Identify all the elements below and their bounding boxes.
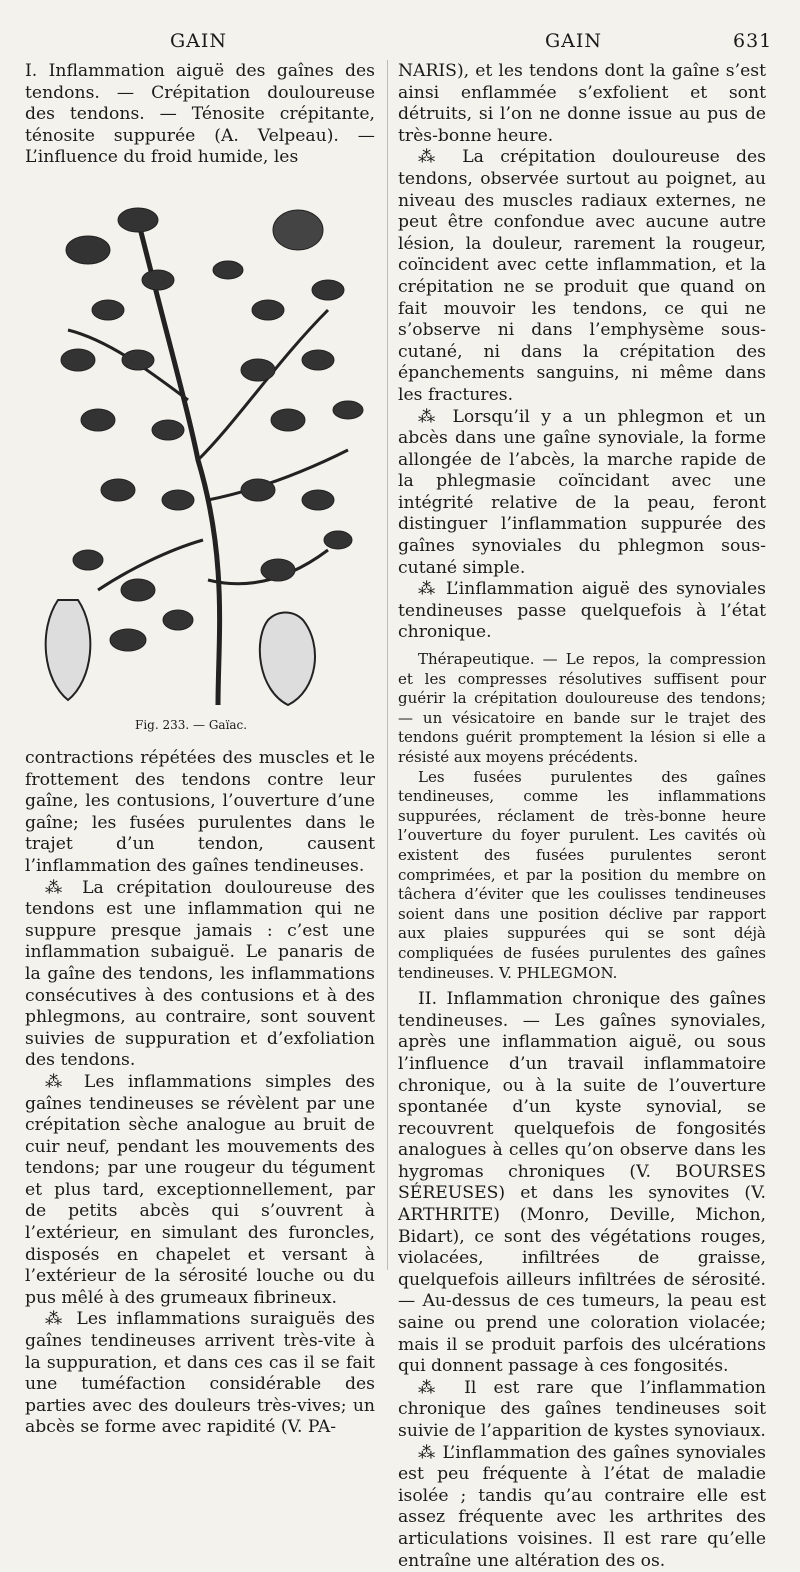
- paragraph: ⁂ Il est rare que l’inflammation chronique des gaînes tendineuses soit suivie de l’apparition de kystes synoviaux.: [398, 1377, 766, 1441]
- paragraph: contractions répétées des muscles et le frottement des tendons contre leur gaîne, les contusions, l’ouverture d’une gaîne; les fusées purulentes dans le trajet d’un tendon, causent l’inflammation des gaînes tendineuses.: [25, 748, 375, 876]
- paragraph: ⁂ L’inflammation aiguë des synoviales tendineuses passe quelquefois à l’état chronique.: [398, 579, 766, 643]
- figure-caption: Fig. 233. — Gaïac.: [135, 718, 248, 732]
- page-number: 631: [733, 30, 773, 52]
- paragraph: ⁂ La crépitation douloureuse des tendons est une inflammation qui ne suppure presque jamais : c’est une inflammation subaiguë. Le panaris de la gaîne des tendons, les inflammations consécutives à des contusions et à des phlegmons, au contraire, sont souvent suivies de suppuration et d’exfoliation des tendons.: [25, 877, 375, 1071]
- paragraph: ⁂ Lorsqu’il y a un phlegmon et un abcès dans une gaîne synoviale, la forme allongée de l’abcès, la marche rapide de la phlegmasie coïncidant avec une intégrité relative de la peau, feront distinguer l’inflammation suppurée des gaînes synoviales du phlegmon sous-cutané simple.: [398, 406, 766, 578]
- right-column: [398, 61, 766, 1572]
- paragraph: II. Inflammation chronique des gaînes tendineuses. — Les gaînes synoviales, après une inflammation aiguë, ou sous l’influence d’un travail inflammatoire chronique, ou à la suite de l’ouverture spontanée d’un kyste synovial, se recouvrent quelquefois de fongosités analogues à celles qu’on observe dans les hygromas chroniques (V. BOURSES SÉREUSES) et dans les synovites (V. ARTHRITE) (Monro, Deville, Michon, Bidart), ce sont des végétations rouges, violacées, infiltrées de graisse, quelquefois ailleurs infiltrées de sérosité. — Au-dessus de ces tumeurs, la peau est saine ou prend une coloration violacée; mais il se produit parfois des ulcérations qui donnent passage à ces fongosités.: [398, 989, 766, 1377]
- paragraph: ⁂ Les inflammations simples des gaînes tendineuses se révèlent par une crépitation sèche analogue au bruit de cuir neuf, pendant les mouvements des tendons; par une rougeur du tégument et plus tard, exceptionnellement, par de petits abcès qui s’ouvrent à l’extérieur, en simulant des furoncles, disposés en chapelet et versant à l’extérieur de la sérosité louche ou du pus mêlé à des grumeaux fibrineux.: [25, 1071, 375, 1308]
- paragraph: ⁂ La crépitation douloureuse des tendons, observée surtout au poignet, au niveau des muscles radiaux externes, ne peut être confondue avec aucune autre lésion, la douleur, rarement la rougeur, coïncident avec cette inflammation, et la crépitation ne se produit que quand on fait mouvoir les tendons, ce qui ne s’observe ni dans l’emphysème sous-cutané, ni dans la crépitation des épanchements sanguins, ni même dans les fractures.: [398, 147, 766, 405]
- paragraph: ⁂ L’inflammation des gaînes synoviales est peu fréquente à l’état de maladie isolée ; tandis qu’au contraire elle est assez fréquente avec les arthrites des articulations voisines. Il est rare qu’elle entraîne une altération des os.: [398, 1442, 766, 1571]
- column-divider: [387, 60, 388, 1270]
- therapeutics-paragraph: Thérapeutique. — Le repos, la compression et les compresses résolutives suffisent pour guérir la crépitation douloureuse des tendons; — un vésicatoire en bande sur le trajet des tendons guérit promptement la lésion si elle a résisté aux moyens précédents.: [398, 650, 766, 766]
- therapeutics-paragraph: Les fusées purulentes des gaînes tendineuses, comme les inflammations suppurées, réclament de très-bonne heure l’ouverture du foyer purulent. Les cavités où existent des fusées purulentes seront comprimées, et par la position du membre on tâchera d’éviter que les coulisses tendineuses soient dans une position déclive par rapport aux plaies suppurées qui se sont déjà compliquées de fusées purulentes des gaînes tendineuses. V. PHLEGMON.: [398, 767, 766, 982]
- paragraph: NARIS), et les tendons dont la gaîne s’est ainsi enflammée s’exfolient et sont détruits, si l’on ne donne issue au pus de très-bonne heure.: [398, 61, 766, 146]
- running-head-left: GAIN: [170, 30, 228, 52]
- left-column-top: [25, 61, 375, 169]
- plant-illustration: [28, 160, 374, 740]
- running-head-right: GAIN: [545, 30, 603, 52]
- paragraph: ⁂ Les inflammations suraiguës des gaînes tendineuses arrivent très-vite à la suppuration, et dans ces cas il se fait une tuméfaction considérable des parties avec des douleurs très-vives; un abcès se forme avec rapidité (V. PA-: [25, 1309, 375, 1438]
- section-heading-paragraph: I. Inflammation aiguë des gaînes des tendons. — Crépitation douloureuse des tendons. — Ténosite crépitante, ténosite suppurée (A. Velpeau). — L’influence du froid humide, les: [25, 61, 375, 168]
- guaiac-plant-drawing: [28, 160, 374, 720]
- left-column-bottom: [25, 748, 375, 1439]
